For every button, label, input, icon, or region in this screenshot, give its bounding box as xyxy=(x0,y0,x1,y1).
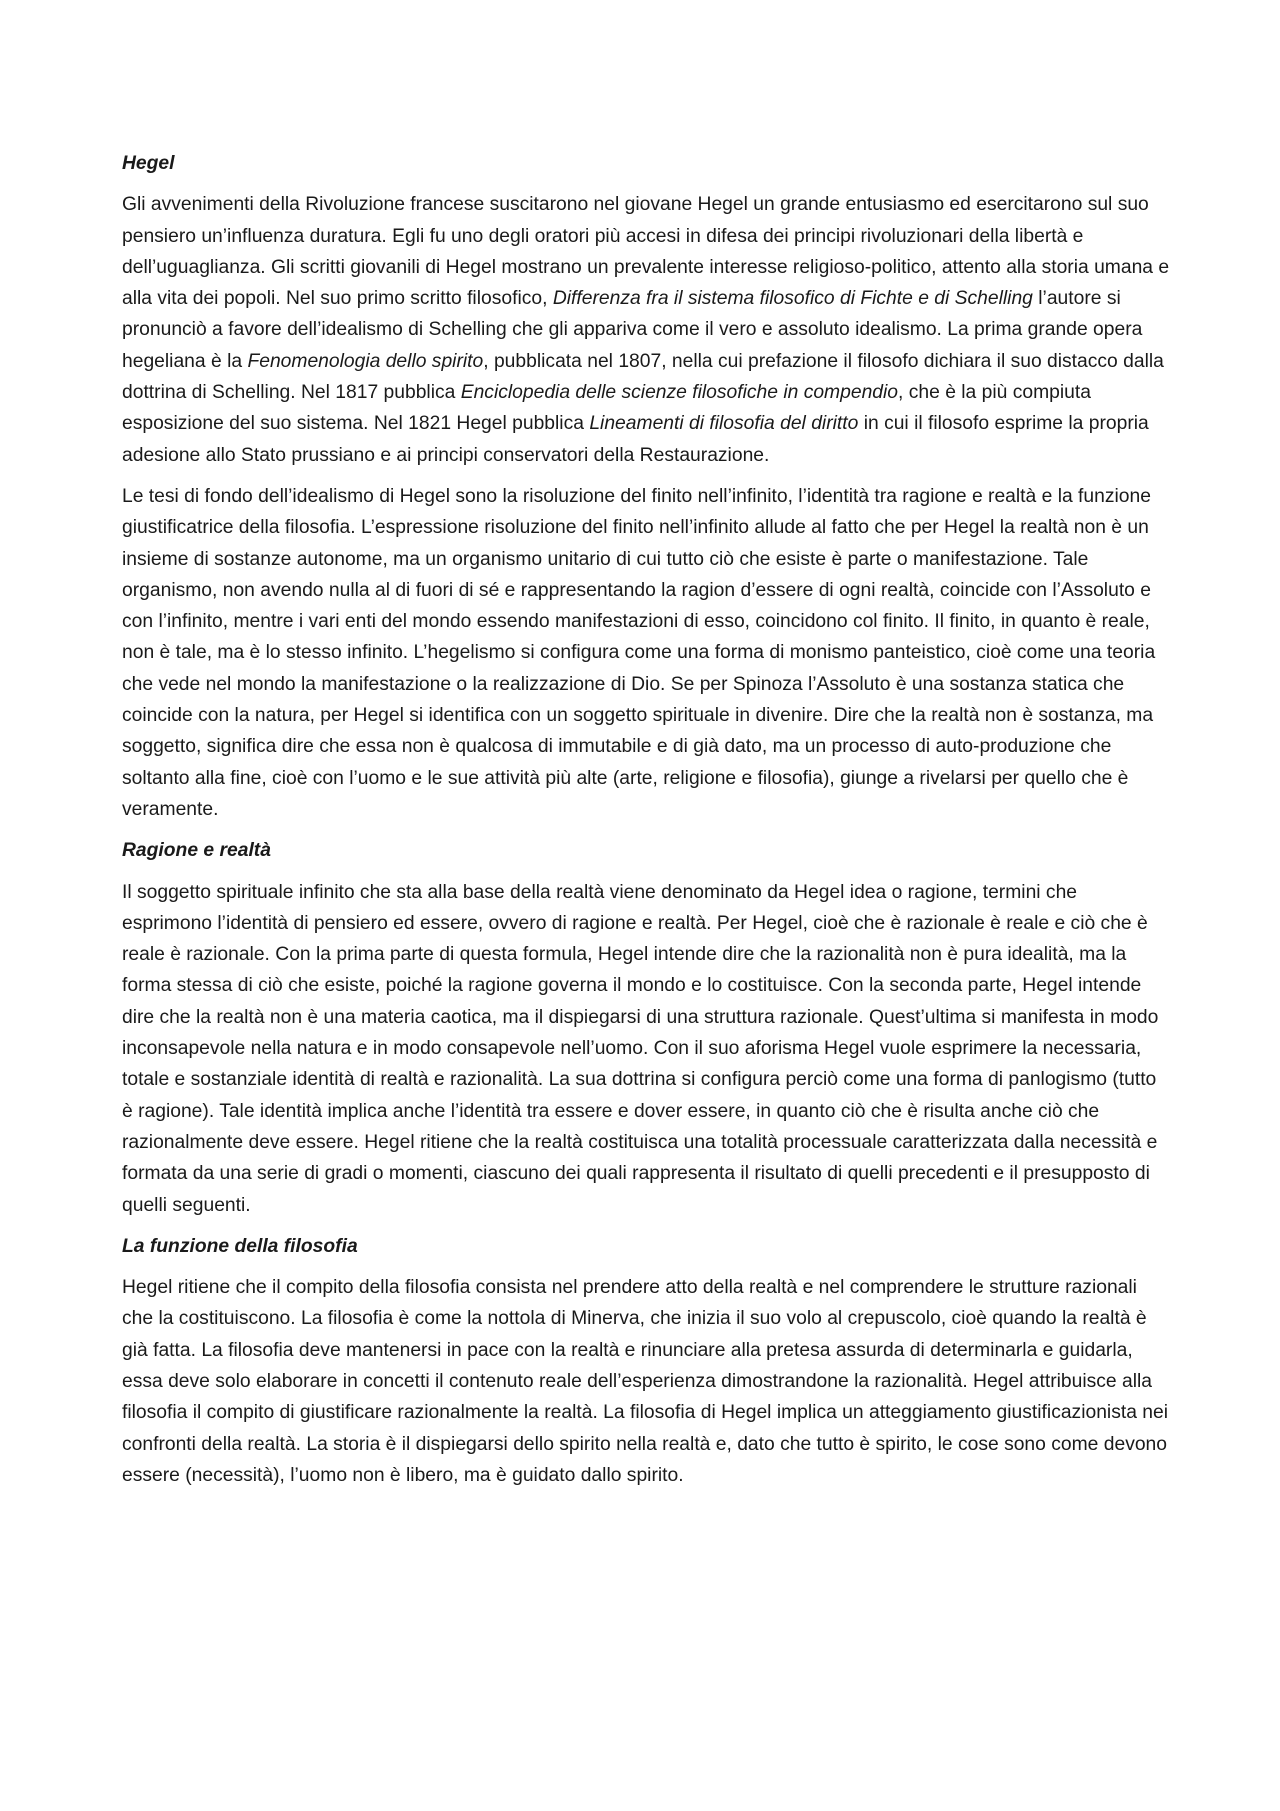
text-run: , che è la più compiuta esposizione del suo sistema. Nel 1821 Hegel pubblica xyxy=(122,382,1091,435)
paragraph-intro xyxy=(122,189,1172,471)
text-run: in cui il filosofo esprime la propria adesione allo Stato prussiano e ai principi conservatori della Restaurazione. xyxy=(122,413,1149,466)
italic-title-run: Fenomenologia dello spirito xyxy=(247,350,484,372)
paragraph-ragione xyxy=(122,877,1172,1221)
text-run: Il soggetto spirituale infinito che sta alla base della realtà viene denominato da Hegel idea o ragione, termini che esprimono l’identità di pensiero ed essere, ovvero di ragione e realtà. Per Hegel, cioè che è razionale è reale e ciò che è reale è razionale. Con la prima parte di questa formula, Hegel intende dire che la razionalità non è pura idealità, ma la forma stessa di ciò che esiste, poiché la ragione governa il mondo e lo costituisce. Con la seconda parte, Hegel intende dire che la realtà non è una materia caotica, ma il dispiegarsi di una struttura razionale. Quest’ultima si manifesta in modo inconsapevole nella natura e in modo consapevole nell’uomo. Con il suo aforisma Hegel vuole esprimere la necessaria, totale e sostanziale identità di realtà e razionalità. La sua dottrina si configura perciò come una forma di panlogismo (tutto è ragione). Tale identità implica anche l’identità tra essere e dover essere, in quanto ciò che è risulta anche ciò che razionalmente deve essere. Hegel ritiene che la realtà costituisca una totalità processuale caratterizzata dalla necessità e formata da una serie di gradi o momenti, ciascuno dei quali rappresenta il risultato di quelli precedenti e il presupposto di quelli seguenti. xyxy=(122,881,1159,1216)
text-run: Hegel ritiene che il compito della filosofia consista nel prendere atto della realtà e nel comprendere le strutture razionali che la costituiscono. La filosofia è come la nottola di Minerva, che inizia il suo volo al crepuscolo, cioè quando la realtà è già fatta. La filosofia deve mantenersi in pace con la realtà e rinunciare alla pretesa assurda di determinarla e guidarla, essa deve solo elaborare in concetti il contenuto reale dell’esperienza dimostrandone la razionalità. Hegel attribuisce alla filosofia il compito di giustificare razionalmente la realtà. La filosofia di Hegel implica un atteggiamento giustificazionista nei confronti della realtà. La storia è il dispiegarsi dello spirito nella realtà e, dato che tutto è spirito, le cose sono come devono essere (necessità), l’uomo non è libero, ma è guidato dallo spirito. xyxy=(122,1277,1169,1486)
document-page xyxy=(122,148,1172,1501)
heading-hegel: Hegel xyxy=(122,153,175,174)
italic-title-run: Lineamenti di filosofia del diritto xyxy=(589,413,859,435)
italic-title-run: Differenza fra il sistema filosofico di Fichte e di Schelling xyxy=(552,288,1033,310)
text-run: , pubblicata nel 1807, nella cui prefazione il filosofo dichiara il suo distacco dalla dottrina di Schelling. Nel 1817 pubblica xyxy=(122,350,1164,404)
text-run: Le tesi di fondo dell’idealismo di Hegel sono la risoluzione del finito nell’infinito, l’identità tra ragione e realtà e la funzione giustificatrice della filosofia. L’espressione risoluzione del finito nell’infinito allude al fatto che per Hegel la realtà non è un insieme di sostanze autonome, ma un organismo unitario di cui tutto ciò che esiste è parte o manifestazione. Tale organismo, non avendo nulla al di fuori di sé e rappresentando la ragion d’essere di ogni realtà, coincide con l’Assoluto e con l’infinito, mentre i vari enti del mondo essendo manifestazioni di esso, coincidono col finito. Il finito, in quanto è reale, non è tale, ma è lo stesso infinito. L’hegelismo si configura come una forma di monismo panteistico, cioè come una teoria che vede nel mondo la manifestazione o la realizzazione di Dio. Se per Spinoza l’Assoluto è una sostanza statica che coincide con la natura, per Hegel si identifica con un soggetto spirituale in divenire. Dire che la realtà non è sostanza, ma soggetto, significa dire che essa non è qualcosa di immutabile e di già dato, ma un processo di auto-produzione che soltanto alla fine, cioè con l’uomo e le sue attività più alte (arte, religione e filosofia), giunge a rivelarsi per quello che è veramente. xyxy=(122,485,1156,820)
heading-ragione-e-realta: Ragione e realtà xyxy=(122,840,271,862)
text-run: Gli avvenimenti della Rivoluzione francese suscitarono nel giovane Hegel un grande entusiasmo ed esercitarono sul suo pensiero un’influenza duratura. Egli fu uno degli oratori più accesi in difesa dei principi rivoluzionari della libertà e dell’uguaglianza. Gli scritti giovanili di Hegel mostrano un prevalente interesse religioso-politico, attento alla storia umana e alla vita dei popoli. Nel suo primo scritto filosofico, xyxy=(122,194,1170,310)
italic-title-run: Enciclopedia delle scienze filosofiche in compendio xyxy=(460,382,899,404)
text-run: l’autore si pronunciò a favore dell’idealismo di Schelling che gli appariva come il vero e assoluto idealismo. La prima grande opera hegeliana è la xyxy=(122,288,1143,372)
paragraph-filosofia xyxy=(122,1272,1172,1491)
heading-funzione-filosofia: La funzione della filosofia xyxy=(122,1235,358,1257)
paragraph-idealism xyxy=(122,481,1172,825)
